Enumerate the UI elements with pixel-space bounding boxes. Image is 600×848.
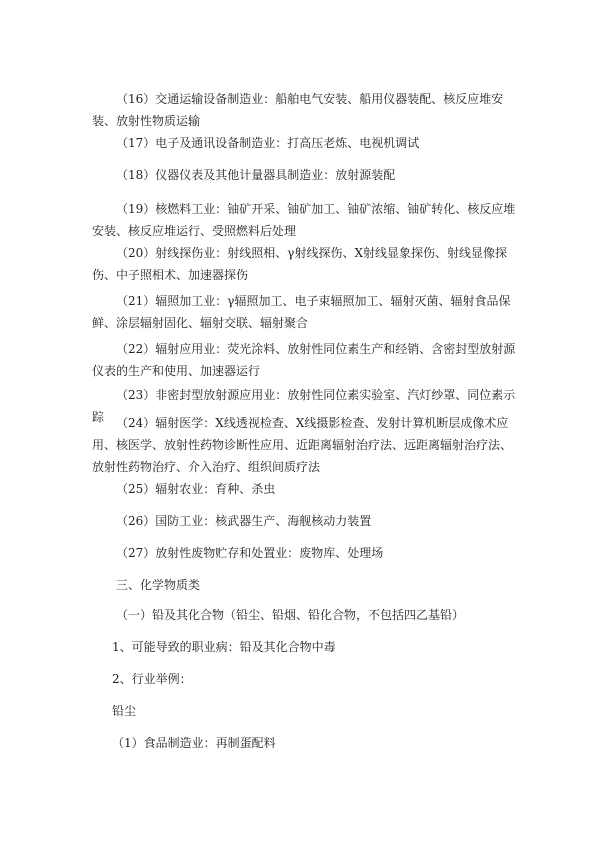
section-heading-chemicals: 三、化学物质类	[116, 578, 201, 592]
occupational-disease-line: 1、可能导致的职业病：铅及其化合物中毒	[112, 640, 336, 654]
paragraph-19: （19）核燃料工业：铀矿开采、铀矿加工、铀矿浓缩、铀矿转化、核反应堆安装、核反应堆运行、受照燃料后处理	[92, 202, 516, 238]
paragraph-23: （23）非密封型放射源应用业：放射性同位素实验室、汽灯纱罩、同位素示踪	[92, 388, 516, 424]
paragraph-27: （27）放射性废物贮存和处置业：废物库、处理场	[116, 546, 384, 560]
industry-examples-line: 2、行业举例：	[112, 672, 192, 686]
paragraph-25: （25）辐射农业：育种、杀虫	[116, 482, 276, 496]
paragraph-22: （22）辐射应用业：荧光涂料、放射性同位素生产和经销、含密封型放射源仪表的生产和使用、加速器运行	[92, 342, 516, 378]
paragraph-17: （17）电子及通讯设备制造业：打高压老炼、电视机调试	[116, 136, 420, 150]
paragraph-26: （26）国防工业：核武器生产、海舰核动力装置	[116, 514, 372, 528]
paragraph-16: （16）交通运输设备制造业：船舶电气安装、船用仪器装配、核反应堆安装、放射性物质运输	[92, 92, 504, 128]
subsection-lead-compounds: （一）铅及其化合物（铅尘、铅烟、铅化合物，不包括四乙基铅）	[116, 608, 465, 622]
paragraph-20: （20）射线探伤业：射线照相、γ射线探伤、X射线显象探伤、射线显像探伤、中子照相术、加速器探伤	[92, 246, 507, 282]
paragraph-21: （21）辐照加工业：γ辐照加工、电子束辐照加工、辐射灭菌、辐射食品保鲜、涂层辐射固化、辐射交联、辐射聚合	[92, 294, 511, 330]
paragraph-18: （18）仪器仪表及其他计量器具制造业：放射源装配	[116, 168, 396, 182]
paragraph-24: （24）辐射医学：X线透视检查、X线摄影检查、发射计算机断层成像术应用、核医学、放射性药物诊断性应用、近距离辐射治疗法、远距离辐射治疗法、放射性药物治疗、介入治疗、组织间质疗法	[92, 416, 513, 474]
lead-dust-label: 铅尘	[112, 704, 137, 718]
food-manufacturing-line: （1）食品制造业：再制蛋配料	[112, 736, 276, 750]
